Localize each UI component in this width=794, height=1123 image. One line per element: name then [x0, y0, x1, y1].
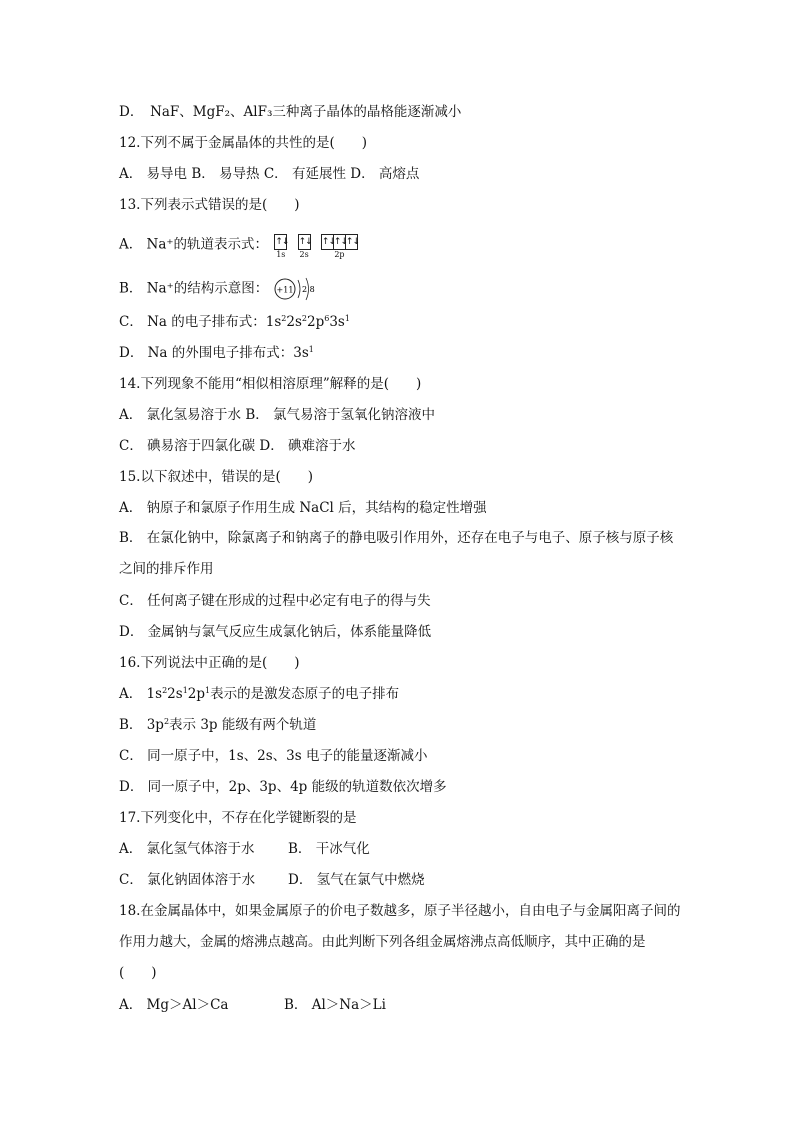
shell-electrons: 2 8: [301, 285, 315, 294]
q13-stem: 13.下列表示式错误的是( ): [119, 197, 300, 213]
q17-option-d: D． 氢气在氯气中燃烧: [288, 872, 425, 888]
q14-options-cd: C． 碘易溶于四氯化碳 D． 碘难溶于水: [119, 438, 356, 454]
q18-option-b: B． Al＞Na＞Li: [284, 997, 386, 1013]
orbital-box: ↑↓: [298, 237, 312, 247]
q16-option-a-text: 表示的是激发态原子的电子排布: [210, 686, 400, 702]
q16-option-c: C． 同一原子中，1s、2s、3s 电子的能量逐渐减小: [119, 748, 428, 764]
q15-option-b: B． 在氯化钠中，除氯离子和钠离子的静电吸引作用外，还存在电子与电子、原子核与原子核之间的排斥作用: [119, 530, 674, 577]
orbital-box: ↑↓: [321, 237, 336, 247]
q14-options-ab: A． 氯化氢易溶于水 B． 氯气易溶于氢氧化钠溶液中: [119, 407, 436, 423]
q17-option-b: B． 干冰气化: [288, 841, 370, 857]
q13-option-d: D． Na 的外围电子排布式：$3s^1$: [119, 345, 314, 361]
q15-option-c: C． 任何离子键在形成的过程中必定有电子的得与失: [119, 593, 431, 609]
q16-option-a: A． $1s^22s^12p^1$表示的是激发态原子的电子排布: [119, 686, 400, 702]
orbital-2p: [321, 231, 358, 259]
q13-option-b: [119, 274, 317, 304]
q18-stem: 18.在金属晶体中，如果金属原子的价电子数越多，原子半径越小，自由电子与金属阳离子间的作用力越大，金属的熔沸点越高。由此判断下列各组金属熔沸点高低顺序，其中正确的是( ): [119, 903, 681, 981]
orbital-label: 2p: [334, 250, 345, 259]
q13-option-a: [119, 231, 364, 259]
orbital-2s: [298, 231, 311, 259]
nucleus-charge: +11: [276, 285, 293, 295]
q16-option-b: B． $3p^2$表示 3p 能级有两个轨道: [119, 717, 317, 733]
q17-option-c: C． 氯化钠固体溶于水: [119, 872, 256, 888]
q13-option-c: C． Na 的电子排布式：$1s^22s^22p^63s^1$: [119, 314, 350, 330]
orbital-box: ↑↓: [275, 237, 289, 247]
q15-stem: 15.以下叙述中，错误的是( ): [119, 469, 314, 485]
q16-option-d: D． 同一原子中，2p、3p、4p 能级的轨道数依次增多: [119, 779, 447, 795]
q13-option-a-text: A． Na⁺的轨道表示式：: [119, 236, 269, 253]
q12-options: A． 易导电 B． 易导热 C． 有延展性 D． 高熔点: [119, 166, 420, 182]
orbital-label: 1s: [276, 250, 286, 259]
atom-structure-diagram: [273, 274, 317, 304]
q16-option-b-text: 表示 3p 能级有两个轨道: [169, 717, 317, 733]
q14-stem: 14.下列现象不能用“相似相溶原理”解释的是( ): [119, 376, 422, 392]
orbital-1s: [274, 231, 287, 259]
q16-stem: 16.下列说法中正确的是( ): [119, 655, 300, 671]
q12-stem: 12.下列不属于金属晶体的共性的是( ): [119, 135, 368, 151]
q15-option-a: A． 钠原子和氯原子作用生成 NaCl 后，其结构的稳定性增强: [119, 500, 487, 516]
q15-option-d: D． 金属钠与氯气反应生成氯化钠后，体系能量降低: [119, 624, 432, 640]
q18-option-a: A． Mg＞Al＞Ca: [119, 997, 229, 1013]
orbital-box: ↑↓: [333, 237, 348, 247]
orbital-label: 2s: [299, 250, 309, 259]
q17-stem: 17.下列变化中，不存在化学键断裂的是: [119, 810, 357, 826]
q11-option-d: D． NaF、MgF₂、AlF₃三种离子晶体的晶格能逐渐减小: [119, 104, 462, 120]
q13-option-b-text: B． Na⁺的结构示意图：: [119, 280, 269, 297]
orbital-diagram: [274, 231, 364, 259]
q13-option-c-text: C． Na 的电子排布式：1s: [119, 314, 282, 330]
q17-option-a: A． 氯化氢气体溶于水: [119, 841, 255, 857]
orbital-box: ↑↓: [345, 237, 360, 247]
q13-option-d-text: D． Na 的外围电子排布式：3s: [119, 345, 309, 361]
